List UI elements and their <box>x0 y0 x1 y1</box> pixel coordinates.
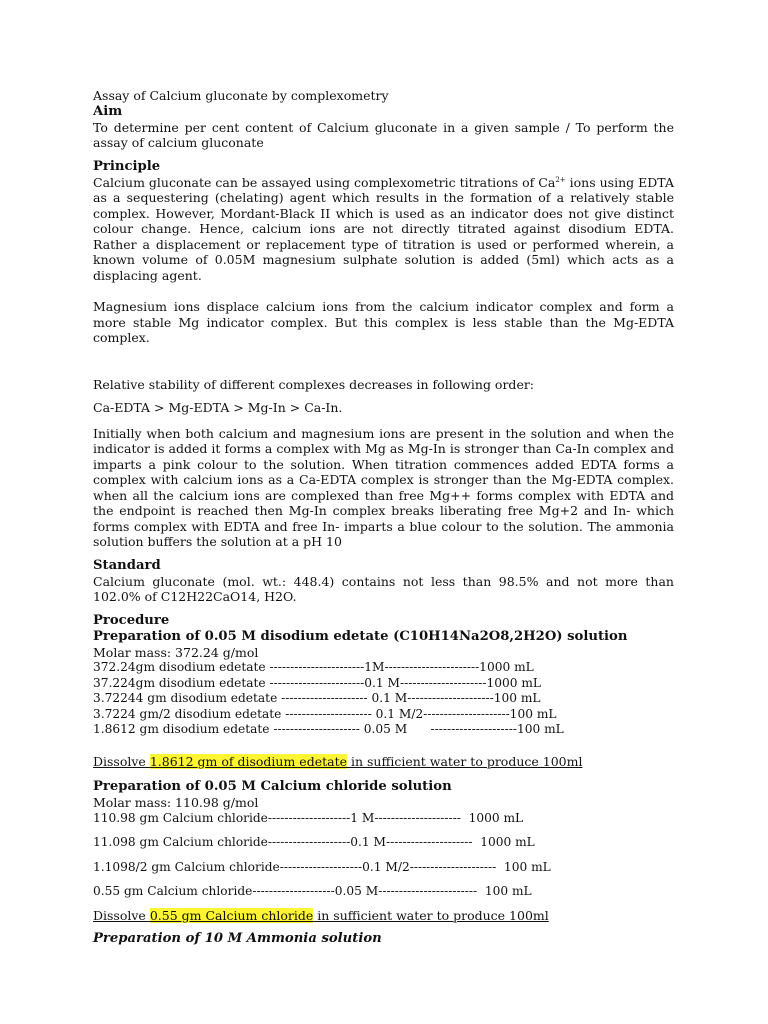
cacl2-row-1: 110.98 gm Calcium chloride--------------------1 M--------------------- 1000 mL <box>93 810 524 825</box>
dissolve-text: Dissolve <box>93 753 150 769</box>
principle-paragraph-3: Relative stability of different complexes decreases in following order: <box>93 376 535 392</box>
principle-paragraph-1 <box>93 175 674 284</box>
standard-heading: Standard <box>93 557 161 573</box>
dissolve-text-cont: in sufficient water to produce 100ml <box>313 907 549 923</box>
aim-heading: Aim <box>93 103 123 119</box>
cacl2-row-2: 11.098 gm Calcium chloride--------------------0.1 M--------------------- 1000 mL <box>93 835 535 849</box>
edta-row-4: 3.7224 gm/2 disodium edetate --------------------- 0.1 M/2---------------------100 mL <box>93 706 557 721</box>
cacl2-dissolve-instruction <box>93 908 674 924</box>
cacl2-row-3: 1.1098/2 gm Calcium chloride--------------------0.1 M/2--------------------- 100 mL <box>93 859 551 874</box>
standard-text: Calcium gluconate (mol. wt.: 448.4) contains not less than 98.5% and not more than 102.0% of C12H22CaO14, H2O. <box>93 573 674 604</box>
cacl2-molar-mass: Molar mass: 110.98 g/mol <box>93 795 259 810</box>
dissolve-text-cont: in sufficient water to produce 100ml <box>347 753 583 769</box>
document-page <box>93 88 674 947</box>
highlighted-amount: 1.8612 gm of disodium edetate <box>149 753 347 769</box>
procedure-heading: Procedure <box>93 612 170 628</box>
principle-heading: Principle <box>93 158 161 174</box>
principle-text: Calcium gluconate can be assayed using complexometric titrations of Ca <box>93 174 556 190</box>
principle-paragraph-5: Initially when both calcium and magnesium ions are present in the solution and when the indicator is added it forms a complex with Mg as Mg-In is stronger than Ca-In complex and imparts a pink colour to the solution. When titration commences added EDTA forms a complex with calcium ions as a Ca-EDTA complex is stronger than the Mg-EDTA complex. when all the calcium ions are complexed than free Mg++ forms complex with EDTA and the endpoint is reached then Mg-In complex breaks liberating free Mg+2 and In- which forms complex with EDTA and free In- imparts a blue colour to the solution. The ammonia solution buffers the solution at a pH 10 <box>93 425 674 549</box>
aim-text: To determine per cent content of Calcium gluconate in a given sample / To perform the assay of calcium gluconate <box>93 119 674 150</box>
ammonia-prep-heading: Preparation of 10 M Ammonia solution <box>93 931 382 946</box>
highlighted-amount: 0.55 gm Calcium chloride <box>149 907 314 923</box>
edta-molar-mass: Molar mass: 372.24 g/mol <box>93 644 259 660</box>
principle-text-cont: ions using EDTA as a sequestering (chelating) agent which results in the formation of a relatively stable complex. However, Mordant-Black II which is used as an indicator does not give distinct colour change. Hence, calcium ions are not directly titrated against disodium EDTA. Rather a displacement or replacement type of titration is used or performed wherein, a known volume of 0.05M magnesium sulphate solution is added (5ml) which acts as a displacing agent. <box>93 174 674 283</box>
edta-dissolve-instruction <box>93 754 674 770</box>
edta-prep-heading: Preparation of 0.05 M disodium edetate (C10H14Na2O8,2H2O) solution <box>93 628 628 644</box>
dissolve-text: Dissolve <box>93 907 150 923</box>
edta-row-3: 3.72244 gm disodium edetate --------------------- 0.1 M---------------------100 mL <box>93 691 541 705</box>
edta-row-2: 37.224gm disodium edetate -----------------------0.1 M---------------------1000 mL <box>93 675 541 690</box>
edta-row-1: 372.24gm disodium edetate -----------------------1M-----------------------1000 mL <box>93 660 534 674</box>
document-title: Assay of Calcium gluconate by complexometry <box>93 88 389 103</box>
principle-paragraph-2: Magnesium ions displace calcium ions from the calcium indicator complex and form a more stable Mg indicator complex. But this complex is less stable than the Mg-EDTA complex. <box>93 299 674 345</box>
edta-row-5: 1.8612 gm disodium edetate --------------------- 0.05 M ---------------------100 mL <box>93 722 564 736</box>
cacl2-row-4: 0.55 gm Calcium chloride--------------------0.05 M------------------------ 100 mL <box>93 884 532 898</box>
superscript-charge: 2+ <box>555 175 566 184</box>
cacl2-prep-heading: Preparation of 0.05 M Calcium chloride solution <box>93 779 452 794</box>
stability-order: Ca-EDTA > Mg-EDTA > Mg-In > Ca-In. <box>93 400 343 415</box>
